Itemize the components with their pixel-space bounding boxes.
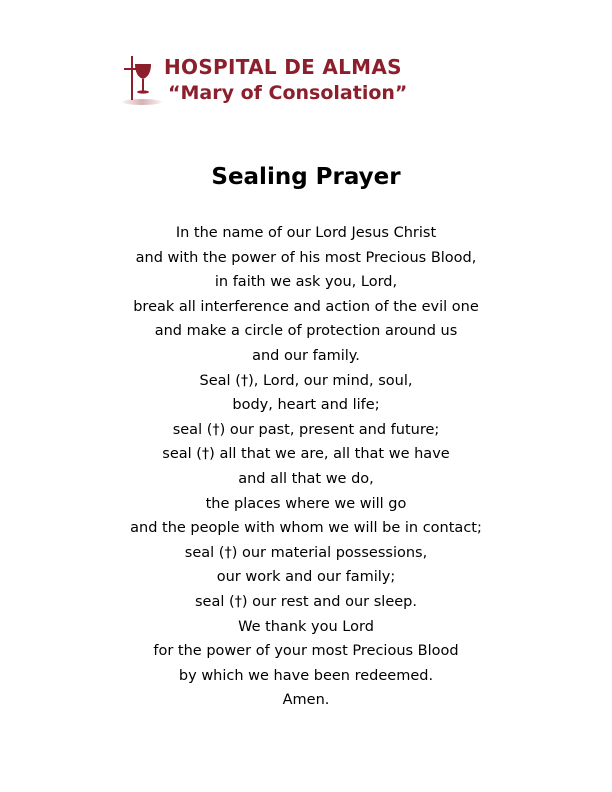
- prayer-line: break all interference and action of the evil one: [133, 298, 479, 315]
- prayer-line: seal (†) our past, present and future;: [172, 421, 440, 438]
- prayer-line: We thank you Lord: [238, 618, 374, 635]
- prayer-line: Seal (†), Lord, our mind, soul,: [199, 372, 413, 389]
- prayer-line: in faith we ask you, Lord,: [214, 274, 398, 291]
- prayer-line: for the power of your most Precious Blood: [153, 643, 459, 660]
- prayer-line: body, heart and life;: [232, 397, 380, 414]
- logo-subtitle: “Mary of Consolation”: [168, 82, 408, 104]
- prayer-line: the places where we will go: [205, 495, 407, 512]
- prayer-line: Amen.: [282, 692, 330, 709]
- prayer-line: and our family.: [252, 347, 360, 364]
- chalice-cross-icon: [118, 54, 162, 110]
- prayer-line: and the people with whom we will be in contact;: [130, 520, 482, 537]
- prayer-line: by which we have been redeemed.: [178, 667, 434, 684]
- prayer-line: and make a circle of protection around us: [154, 323, 458, 340]
- prayer-line: In the name of our Lord Jesus Christ: [175, 225, 437, 241]
- prayer-line: and all that we do,: [238, 470, 374, 487]
- prayer-line: our work and our family;: [216, 569, 396, 586]
- logo: [118, 54, 448, 110]
- logo-name: HOSPITAL DE ALMAS: [164, 55, 402, 79]
- prayer-line: seal (†) our material possessions,: [184, 544, 428, 561]
- prayer-line: seal (†) all that we are, all that we have: [162, 446, 450, 463]
- prayer-line: and with the power of his most Precious Blood,: [135, 249, 477, 266]
- page-title: Sealing Prayer: [211, 164, 401, 190]
- prayer-text: [0, 221, 612, 713]
- prayer-line: seal (†) our rest and our sleep.: [195, 593, 417, 610]
- logo-text: [164, 54, 407, 106]
